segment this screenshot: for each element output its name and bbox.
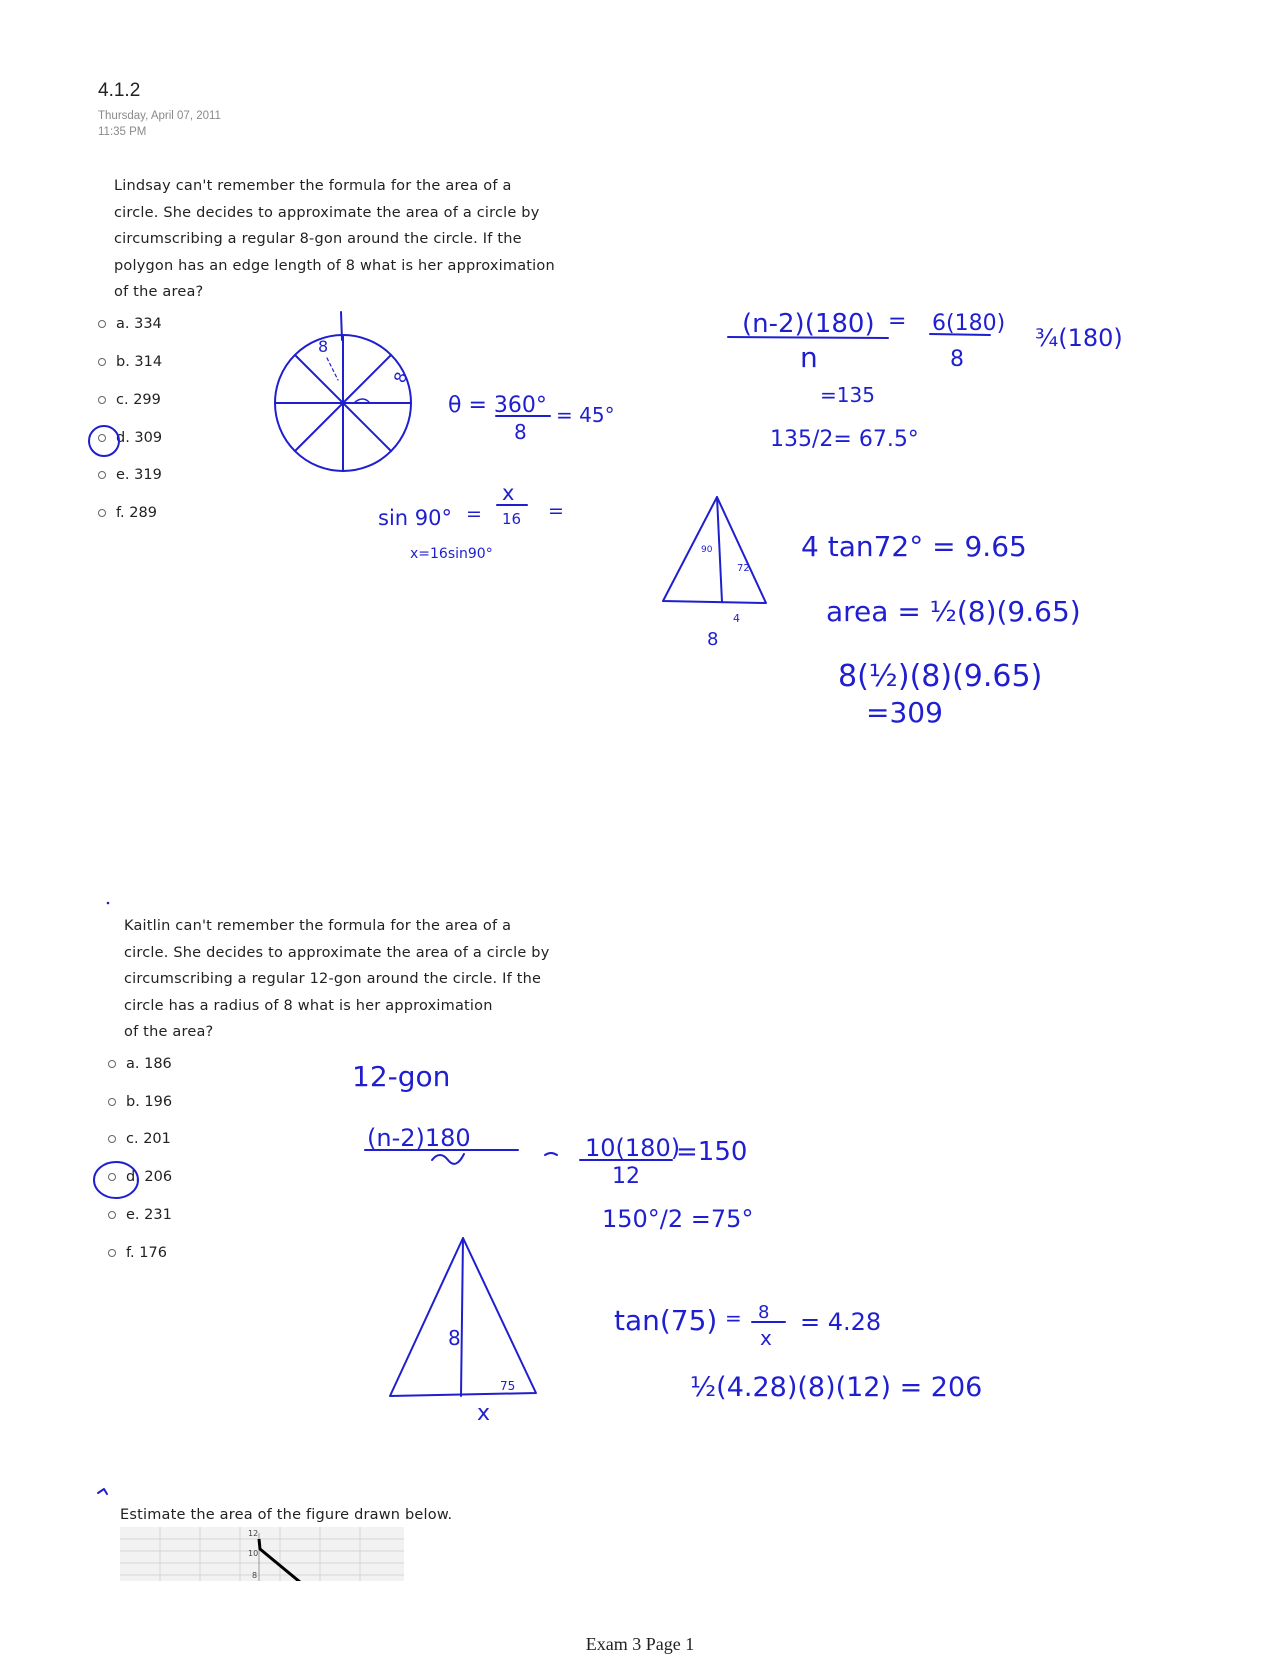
handwriting: 72 bbox=[737, 563, 750, 574]
option-label: c. 201 bbox=[126, 1131, 171, 1147]
handwriting-n bbox=[432, 1154, 464, 1164]
question-line: of the area? bbox=[114, 284, 204, 300]
handwriting: 12 bbox=[612, 1164, 640, 1189]
handwriting: (n-2)(180) bbox=[742, 309, 875, 339]
handwriting: 8 bbox=[448, 1326, 461, 1350]
question-line: circle. She decides to approximate the area of a circle by bbox=[114, 204, 540, 221]
handwriting: 6(180) bbox=[932, 311, 1006, 336]
arrow-mark bbox=[545, 1153, 557, 1155]
page-time: 11:35 PM bbox=[98, 126, 147, 138]
handwriting: 8 bbox=[389, 369, 412, 386]
y-tick-label: 8 bbox=[252, 1571, 258, 1580]
handwriting: =309 bbox=[866, 696, 943, 729]
option-label: f. 289 bbox=[116, 505, 157, 521]
handwriting: sin 90° bbox=[378, 506, 452, 530]
handwriting: 90 bbox=[701, 545, 713, 555]
page-title: 4.1.2 bbox=[98, 80, 141, 101]
ink-mark bbox=[98, 1489, 107, 1494]
handwriting: =150 bbox=[676, 1137, 748, 1167]
handwriting: 8 bbox=[758, 1302, 770, 1323]
y-tick-label: 12 bbox=[248, 1529, 259, 1538]
handwriting: n bbox=[800, 341, 818, 374]
question-line: circle has a radius of 8 what is her approximation bbox=[124, 997, 493, 1014]
handwriting: tan(75) bbox=[614, 1304, 718, 1337]
question-line: Kaitlin can't remember the formula for the area of a bbox=[124, 918, 512, 934]
question-line: polygon has an edge length of 8 what is her approximation bbox=[114, 257, 555, 274]
handwriting: x=16sin90° bbox=[410, 546, 493, 562]
triangle-diagram-1 bbox=[663, 497, 766, 603]
handwriting: 8(½)(8)(9.65) bbox=[838, 659, 1043, 694]
option-label: a. 334 bbox=[116, 316, 162, 332]
page-footer: Exam 3 Page 1 bbox=[585, 1634, 695, 1654]
handwriting: 150°/2 =75° bbox=[602, 1205, 754, 1233]
ink-dot bbox=[107, 902, 110, 905]
angle-arc bbox=[355, 399, 369, 402]
handwriting: 8 bbox=[318, 337, 329, 356]
handwriting: 8 bbox=[707, 629, 719, 650]
option-label: b. 196 bbox=[126, 1094, 173, 1110]
option-label: a. 186 bbox=[126, 1056, 172, 1072]
handwriting: x bbox=[760, 1326, 772, 1350]
svg-text:=: = bbox=[548, 500, 564, 522]
answer-circle bbox=[94, 1162, 138, 1198]
question-line: of the area? bbox=[124, 1024, 214, 1040]
option-label: c. 299 bbox=[116, 392, 161, 408]
handwriting: =135 bbox=[820, 383, 875, 407]
svg-text:=: = bbox=[466, 503, 482, 525]
y-tick-label: 10 bbox=[248, 1549, 259, 1558]
option-label: e. 231 bbox=[126, 1207, 172, 1223]
option-label: e. 319 bbox=[116, 467, 162, 483]
handwriting: 12-gon bbox=[352, 1060, 451, 1093]
handwriting: ½(4.28)(8)(12) = 206 bbox=[690, 1372, 983, 1403]
svg-text:=: = bbox=[725, 1306, 742, 1330]
answer-circle bbox=[89, 426, 119, 456]
handwriting: 16 bbox=[502, 510, 522, 528]
page-date: Thursday, April 07, 2011 bbox=[98, 110, 221, 122]
handwriting: 75 bbox=[500, 1379, 516, 1393]
triangle-diagram-2 bbox=[390, 1238, 536, 1396]
question-line: circle. She decides to approximate the area of a circle by bbox=[124, 944, 550, 961]
option-label: d. 309 bbox=[116, 430, 163, 446]
handwriting: (n-2)180 bbox=[367, 1124, 471, 1152]
handwriting: θ = 360° bbox=[448, 393, 547, 418]
handwriting: ¾(180) bbox=[1035, 324, 1123, 352]
question-line: circumscribing a regular 12-gon around the circle. If the bbox=[124, 971, 542, 987]
handwriting: 4 tan72° = 9.65 bbox=[801, 530, 1027, 563]
dashed-line bbox=[327, 358, 338, 380]
handwriting: 8 bbox=[514, 420, 527, 444]
handwriting: 135/2= 67.5° bbox=[770, 427, 919, 452]
handwriting: x bbox=[477, 1401, 491, 1426]
option-label: f. 176 bbox=[126, 1245, 167, 1261]
handwriting: x bbox=[502, 481, 515, 505]
svg-text:=: = bbox=[888, 309, 907, 334]
handwriting: = 4.28 bbox=[800, 1308, 882, 1336]
question-line: circumscribing a regular 8-gon around the circle. If the bbox=[114, 231, 522, 247]
octagon-circle-diagram bbox=[275, 312, 411, 471]
handwriting: area = ½(8)(9.65) bbox=[826, 595, 1081, 628]
handwriting: 8 bbox=[950, 347, 964, 372]
option-label: d. 206 bbox=[126, 1169, 173, 1185]
question-line: Lindsay can't remember the formula for the area of a bbox=[114, 178, 512, 194]
question-3-text: Estimate the area of the figure drawn below. bbox=[120, 1507, 453, 1523]
handwriting: = 45° bbox=[556, 403, 615, 427]
handwriting: 10(180) bbox=[585, 1134, 681, 1162]
handwriting: 4 bbox=[733, 612, 740, 625]
option-label: b. 314 bbox=[116, 354, 163, 370]
